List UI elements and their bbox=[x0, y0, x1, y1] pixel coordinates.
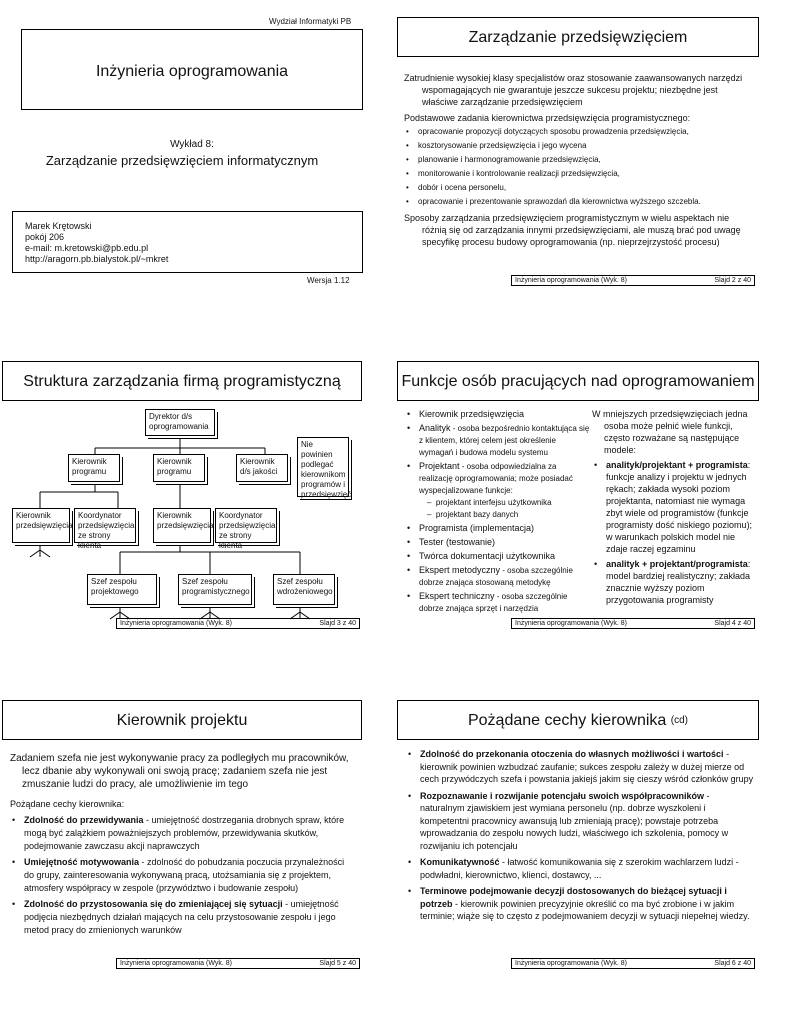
slide-footer bbox=[116, 958, 360, 969]
list-item: • Zdolność do przystosowania się do zmieniającej się sytuacji - umiejętność podjęcia niezbędnych działań mających na celu przystosowanie zespołu i jego metod pracy do zmienionych warunków bbox=[10, 898, 355, 937]
org-program-manager-2: Kierownik programu bbox=[153, 454, 205, 482]
list-item: • kosztorysowanie przedsięwzięcia i jego wycena bbox=[404, 141, 754, 151]
footer-course: Inżynieria oprogramowania (Wyk. 8) bbox=[515, 620, 627, 627]
slide-footer bbox=[511, 618, 755, 629]
closing-paragraph: Sposoby zarządzania przedsięwzięciem programistycznym w wielu aspektach nie różnią się od zarządzania innymi przedsięwzięciami, ale muszą brać pod uwagę specyfikę procesu budowy oprogramowania (np. nieprzejrzystość procesu) bbox=[404, 213, 741, 247]
list-item: • Tester (testowanie) bbox=[405, 536, 590, 548]
footer-page: Slajd 4 z 40 bbox=[714, 620, 751, 627]
list-item: • analityk/projektant + programista: funkcje analizy i projektu w jednych rękach; zakłada wysoki poziom projektanta, natomiast nie wymaga zbyt wiele od programistów (funkcje programisty dość niskiego poziomu); w warunkach polskich model nie zdaje raczej egzaminu bbox=[592, 459, 755, 555]
list-item: • Twórca dokumentacji użytkownika bbox=[405, 550, 590, 562]
slide-title: Struktura zarządzania firmą programistyczną bbox=[2, 361, 362, 401]
list-item: • Ekspert techniczny - osoba szczególnie dobrze znająca sprzęt i narzędzia bbox=[405, 590, 590, 614]
models-column bbox=[592, 408, 755, 606]
list-item: • opracowanie propozycji dotyczących sposobu prowadzenia przedsięwzięcia, bbox=[404, 127, 754, 137]
author-room: pokój 206 bbox=[25, 232, 65, 242]
intro-paragraph: Zatrudnienie wysokiej klasy specjalistów oraz stosowanie zaawansowanych narzędzi wspomagających nie gwarantuje jeszcze sukcesu projektu; niezbędne jest właściwe zarządzanie przedsięwzięciem bbox=[404, 73, 743, 107]
list-item: • Projektant - osoba odpowiedzialna za realizację oprogramowania; może posiadać wyspecjalizowane funkcje: – projektant interfejsu użytkownika – projektant bazy danych bbox=[405, 460, 590, 520]
roles-column bbox=[405, 408, 590, 614]
org-deployment-team-lead: Szef zespołu wdrożeniowego bbox=[273, 574, 335, 605]
traits-heading: Pożądane cechy kierownika: bbox=[10, 799, 125, 809]
list-item: • Zdolność do przekonania otoczenia do własnych możliwości i wartości - kierownik powinien wzbudzać zaufanie; sukces zespołu zależy w dużej mierze od cech przywódczych szefa i powstania jakiejś jakim się cieszy wśród członków grupy bbox=[406, 748, 756, 786]
list-item: • monitorowanie i kontrolowanie realizacji przedsięwzięcia, bbox=[404, 169, 754, 179]
slide-footer bbox=[116, 618, 360, 629]
footer-course: Inżynieria oprogramowania (Wyk. 8) bbox=[120, 960, 232, 967]
list-item: • Programista (implementacja) bbox=[405, 522, 590, 534]
course-title: Inżynieria oprogramowania bbox=[95, 63, 289, 80]
org-project-manager-2: Kierownik przedsięwzięcia bbox=[153, 508, 211, 543]
footer-course: Inżynieria oprogramowania (Wyk. 8) bbox=[515, 960, 627, 967]
list-item: • planowanie i harmonogramowanie przedsięwzięcia, bbox=[404, 155, 754, 165]
org-quality-manager: Kierownik d/s jakości bbox=[236, 454, 288, 482]
list-item: • Komunikatywność - łatwość komunikowania się z szerokim wachlarzem ludzi - podwładni, kierownictwo, klienci, dostawcy, ... bbox=[406, 856, 756, 881]
list-item: • opracowanie i prezentowanie sprawozdań dla kierownictwa wyższego szczebla. bbox=[404, 197, 754, 207]
slide-title bbox=[397, 700, 759, 740]
org-program-manager-1: Kierownik programu bbox=[68, 454, 120, 482]
lecture-number: Wykład 8: bbox=[170, 139, 214, 150]
slide-title: Kierownik projektu bbox=[2, 700, 362, 740]
author-box bbox=[12, 211, 363, 273]
intro-paragraph: Zadaniem szefa nie jest wykonywanie pracy za podległych mu pracowników, lecz dbanie aby wykonywali oni swoją pracę; zadaniem szefa nie jest zmuszanie ludzi do pracy, ale umożliwienie im tego bbox=[10, 753, 349, 790]
slide-title-text: Pożądane cechy kierownika bbox=[467, 711, 667, 729]
slide-title: Funkcje osób pracujących nad oprogramowaniem bbox=[397, 361, 759, 401]
version: Wersja 1.12 bbox=[307, 276, 350, 285]
list-item: • Ekspert metodyczny - osoba szczególnie dobrze znająca stosowaną metodykę bbox=[405, 564, 590, 588]
list-item: • Terminowe podejmowanie decyzji dostosowanych do bieżącej sytuacji i potrzeb - kierownik powinien precyzyjnie określić co ma być zrobione i w jakim terminie; wiąże się to często z podejmowaniem decyzji w sytuacji niepełnej wiedzy. bbox=[406, 885, 756, 923]
list-item: • Rozpoznawanie i rozwijanie potencjału swoich współpracowników - naturalnym zjawiskiem jest wymiana personelu (np. dobrze wyszkoleni i kompetentni pracownicy awansują lub zmieniają pracę); powstaje potrzeba wprowadzania do zespołu nowych ludzi, właściwego ich szkolenia, pomocy w rozwijaniu ich potencjału bbox=[406, 790, 756, 853]
sub-item: projektant bazy danych bbox=[435, 510, 519, 519]
org-note: Nie powinien podlegać kierownikom programów i przedsięwzięć bbox=[297, 437, 349, 497]
traits-list bbox=[406, 748, 756, 923]
org-client-coordinator-1: Koordynator przedsięwzięcia ze strony klienta bbox=[74, 508, 136, 543]
footer-page: Slajd 3 z 40 bbox=[319, 620, 356, 627]
footer-page: Slajd 5 z 40 bbox=[319, 960, 356, 967]
models-intro: W mniejszych przedsięwzięciach jedna osoba może pełnić wiele funkcji, często rozważane są następujące modele: bbox=[592, 409, 748, 455]
list-item: • analityk + projektant/programista: model bardziej realistyczny; zakłada znacznie wyższy poziom przygotowania programisty bbox=[592, 558, 755, 606]
sub-item: projektant interfejsu użytkownika bbox=[435, 498, 552, 507]
slide-title-suffix: (cd) bbox=[670, 714, 689, 726]
course-title-box bbox=[21, 29, 363, 110]
org-design-team-lead: Szef zespołu projektowego bbox=[87, 574, 157, 605]
list-item: • dobór i ocena personelu, bbox=[404, 183, 754, 193]
list-item: • Umiejętność motywowania - zdolność do pobudzania poczucia przynależności do grupy, zainteresowania wykonywaną pracą, utożsamiania się z projektem, atmosfery współpracy w zespole (przywództwo i budowanie zespołu) bbox=[10, 856, 355, 895]
list-item: • Zdolność do przewidywania - umiejętność dostrzegania drobnych spraw, które mogą być zalążkiem poważniejszych problemów, przewidywania skutków, podejmowanie zawczasu akcji naprawczych bbox=[10, 814, 355, 853]
org-programming-team-lead: Szef zespołu programistycznego bbox=[178, 574, 252, 605]
author-name: Marek Krętowski bbox=[25, 221, 92, 231]
footer-course: Inżynieria oprogramowania (Wyk. 8) bbox=[120, 620, 232, 627]
author-url: http://aragorn.pb.bialystok.pl/~mkret bbox=[25, 254, 169, 264]
slide-footer bbox=[511, 275, 755, 286]
tasks-list bbox=[404, 127, 754, 207]
org-project-manager-1: Kierownik przedsięwzięcia bbox=[12, 508, 70, 543]
footer-course: Inżynieria oprogramowania (Wyk. 8) bbox=[515, 277, 627, 284]
traits-list bbox=[10, 814, 355, 937]
slide-body bbox=[10, 752, 355, 937]
footer-page: Slajd 2 z 40 bbox=[714, 277, 751, 284]
org-director: Dyrektor d/s oprogramowania bbox=[145, 409, 215, 436]
slide-title: Zarządzanie przedsięwzięciem bbox=[397, 17, 759, 57]
slide-footer bbox=[511, 958, 755, 969]
org-client-coordinator-2: Koordynator przedsięwzięcia ze strony klienta bbox=[215, 508, 277, 543]
footer-page: Slajd 6 z 40 bbox=[714, 960, 751, 967]
list-item: • Analityk - osoba bezpośrednio kontaktująca się z klientem, której celem jest określenie wymagań i budowa modelu systemu bbox=[405, 422, 590, 458]
lecture-title: Zarządzanie przedsięwzięciem informatycznym bbox=[45, 153, 319, 168]
tasks-heading: Podstawowe zadania kierownictwa przedsięwzięcia programistycznego: bbox=[404, 113, 691, 123]
faculty-header: Wydział Informatyki PB bbox=[269, 17, 352, 26]
list-item: • Kierownik przedsięwzięcia bbox=[405, 408, 590, 420]
author-email: e-mail: m.kretowski@pb.edu.pl bbox=[25, 243, 149, 253]
